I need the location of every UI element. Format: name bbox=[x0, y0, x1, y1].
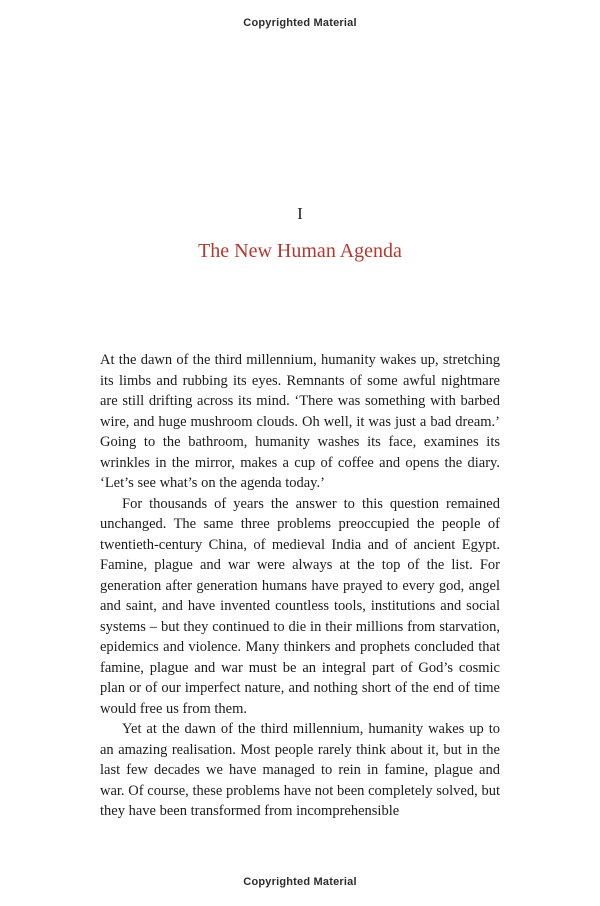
copyright-notice-top: Copyrighted Material bbox=[243, 17, 357, 29]
page-content bbox=[0, 204, 600, 822]
body-text-block bbox=[100, 350, 500, 822]
body-paragraph-3: Yet at the dawn of the third millennium, humanity wakes up to an amazing realisation. Most people rarely think about it, but in the last few decades we have managed to rein in famine, plague and war. Of course, these problems have not been completely solved, but they have been transformed from incomprehensible bbox=[100, 721, 500, 819]
chapter-number: I bbox=[297, 204, 303, 223]
chapter-title: The New Human Agenda bbox=[198, 240, 402, 262]
body-paragraph-1: At the dawn of the third millennium, humanity wakes up, stretching its limbs and rubbing its eyes. Remnants of some awful nightmare are still drifting across its mind. ‘There was something with barbed wire, and huge mushroom clouds. Oh well, it was just a bad dream.’ Going to the bathroom, humanity washes its face, examines its wrinkles in the mirror, makes a cup of coffee and opens the diary. ‘Let’s see what’s on the agenda today.’ bbox=[100, 352, 500, 491]
copyright-notice-bottom: Copyrighted Material bbox=[243, 876, 357, 888]
body-paragraph-2: For thousands of years the answer to this question remained unchanged. The same three problems preoccupied the people of twentieth-century China, of medieval India and of ancient Egypt. Famine, plague and war were always at the top of the list. For generation after generation humans have prayed to every god, angel and saint, and have invented countless tools, institutions and social systems – but they continued to die in their millions from starvation, epidemics and violence. Many thinkers and prophets concluded that famine, plague and war must be an integral part of God’s cosmic plan or of our imperfect nature, and nothing short of the end of time would free us from them. bbox=[100, 495, 500, 717]
